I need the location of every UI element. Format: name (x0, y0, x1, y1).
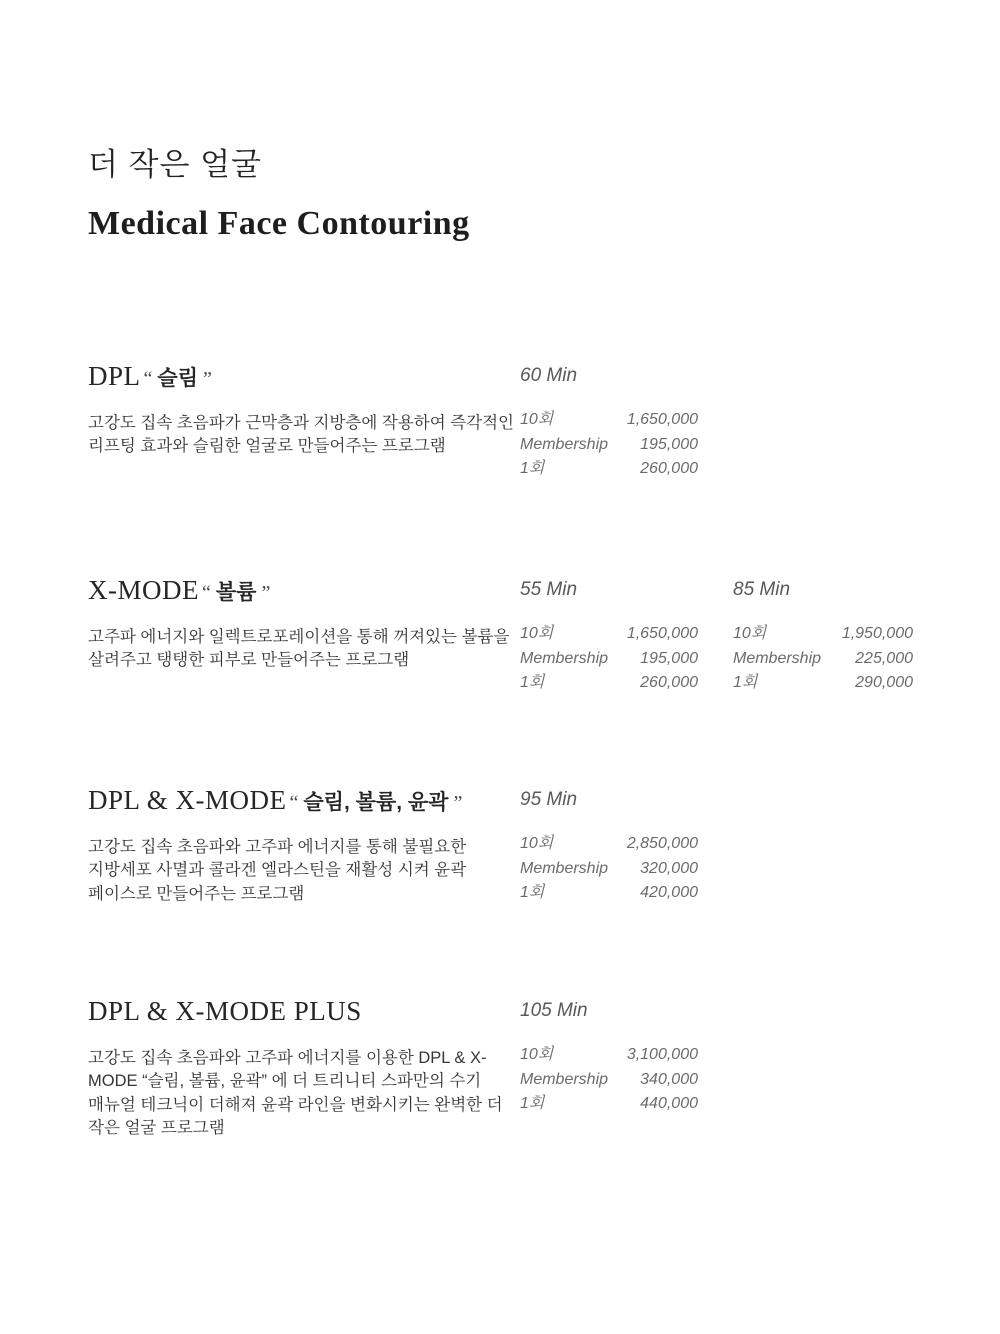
price-value: 2,850,000 (626, 835, 698, 852)
price-row (520, 1092, 698, 1117)
duration-label: 85 Min (733, 579, 791, 600)
price-row (733, 647, 913, 672)
price-value: 340,000 (640, 1070, 698, 1088)
price-row (520, 671, 698, 696)
price-value: 1,950,000 (841, 625, 913, 642)
service-title-latin: DPL (88, 361, 141, 391)
duration-label: 95 Min (520, 789, 578, 810)
service-info (88, 360, 520, 459)
service-title (88, 360, 520, 395)
pricing-area (520, 360, 698, 482)
price-row (520, 1043, 698, 1068)
price-term: 10회 (520, 1046, 554, 1063)
price-term: Membership (520, 435, 609, 453)
service-title (88, 574, 520, 609)
price-row (520, 457, 698, 482)
price-row (733, 671, 913, 696)
price-term: 1회 (520, 884, 545, 901)
open-quote: “ (143, 368, 153, 390)
service-title-latin: X-MODE (88, 575, 199, 605)
price-row (520, 881, 698, 906)
price-term: Membership (733, 649, 822, 667)
price-row (733, 622, 913, 647)
open-quote: “ (289, 792, 299, 814)
price-row (520, 433, 698, 458)
service-description: 고강도 집속 초음파와 고주파 에너지를 통해 불필요한 지방세포 사멸과 콜라겐 엘라스틴을 재활성 시켜 윤곽 페이스로 만들어주는 프로그램 (88, 838, 467, 903)
duration-label: 60 Min (520, 365, 578, 386)
service-title-korean: 슬림 (157, 367, 198, 390)
price-term: 10회 (520, 625, 554, 642)
price-term: 10회 (520, 411, 554, 428)
price-term: 10회 (520, 835, 554, 852)
price-value: 225,000 (855, 649, 913, 667)
price-value: 420,000 (640, 884, 698, 901)
price-row (520, 622, 698, 647)
price-value: 290,000 (855, 674, 913, 691)
service-title-korean: 볼륨 (215, 581, 257, 604)
price-value: 195,000 (640, 435, 698, 453)
duration-label: 55 Min (520, 579, 578, 600)
price-term: Membership (520, 649, 609, 667)
service-title-latin: DPL & X-MODE (88, 785, 287, 815)
price-value: 195,000 (640, 649, 698, 667)
open-quote: “ (202, 582, 211, 604)
pricing-area (520, 995, 698, 1117)
service-description: 고강도 집속 초음파와 고주파 에너지를 이용한 DPL & X-MODE “슬림, 볼륨, 윤곽” 에 더 트리니티 스파만의 수기 매뉴얼 테크닉이 더해져 윤곽 라인을 변화시키는 완벽한 더 작은 얼굴 프로그램 (88, 1049, 503, 1138)
price-value: 3,100,000 (626, 1046, 698, 1063)
page-title-english: Medical Face Contouring (88, 205, 470, 242)
service-title-latin: DPL & X-MODE PLUS (88, 996, 362, 1026)
price-row (520, 1068, 698, 1093)
price-term: 1회 (520, 1095, 545, 1112)
price-term: 1회 (520, 460, 545, 477)
price-row (520, 647, 698, 672)
price-term: 10회 (733, 625, 767, 642)
price-value: 260,000 (640, 674, 698, 691)
price-value: 440,000 (640, 1095, 698, 1112)
price-column (520, 360, 698, 482)
price-term: 1회 (733, 674, 758, 691)
pricing-area (520, 784, 698, 906)
price-term: Membership (520, 1070, 609, 1088)
price-column (520, 784, 698, 906)
price-value: 1,650,000 (626, 625, 698, 642)
service-title (88, 784, 520, 819)
service-info (88, 574, 520, 673)
price-term: Membership (520, 859, 609, 877)
price-value: 320,000 (640, 859, 698, 877)
price-row (520, 857, 698, 882)
price-column (520, 574, 698, 696)
service-info (88, 784, 520, 906)
page-title-korean: 더 작은 얼굴 (88, 147, 262, 182)
price-value: 260,000 (640, 460, 698, 477)
price-value: 1,650,000 (626, 411, 698, 428)
price-term: 1회 (520, 674, 545, 691)
pricing-area (520, 574, 913, 696)
service-title-korean: 슬림, 볼륨, 윤곽 (303, 791, 449, 814)
close-quote: ” (202, 368, 212, 390)
service-description: 고강도 집속 초음파가 근막층과 지방층에 작용하여 즉각적인 리프팅 효과와 슬림한 얼굴로 만들어주는 프로그램 (88, 414, 514, 456)
service-title (88, 995, 520, 1030)
service-description: 고주파 에너지와 일렉트로포레이션을 통해 꺼져있는 볼륨을 살려주고 탱탱한 피부로 만들어주는 프로그램 (88, 628, 510, 670)
duration-label: 105 Min (520, 1000, 588, 1021)
close-quote: ” (453, 792, 463, 814)
price-column (733, 574, 913, 696)
price-row (520, 408, 698, 433)
price-row (520, 832, 698, 857)
service-info (88, 995, 520, 1141)
close-quote: ” (261, 582, 271, 604)
price-column (520, 995, 698, 1117)
